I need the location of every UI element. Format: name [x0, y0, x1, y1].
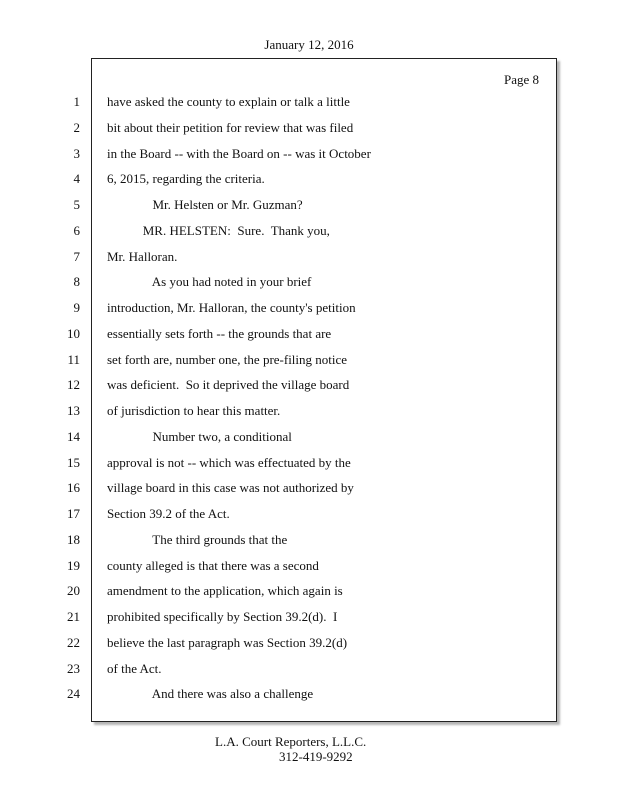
transcript-line: village board in this case was not authorized by	[107, 480, 354, 495]
transcript-line: And there was also a challenge	[107, 686, 314, 701]
line-number: 1	[73, 94, 80, 109]
line-number: 3	[73, 146, 80, 161]
line-number: 17	[67, 506, 80, 521]
line-number: 8	[73, 274, 80, 289]
line-number: 16	[67, 480, 80, 495]
line-number: 7	[73, 249, 80, 264]
transcript-line: believe the last paragraph was Section 39.2(d)	[107, 635, 348, 650]
line-number: 19	[67, 558, 80, 573]
transcript-line: essentially sets forth -- the grounds that are	[107, 326, 332, 341]
line-number: 18	[67, 532, 80, 547]
line-number: 5	[73, 197, 80, 212]
transcript-line: approval is not -- which was effectuated by the	[107, 455, 351, 470]
transcript-line: Section 39.2 of the Act.	[107, 506, 230, 521]
line-number: 13	[67, 403, 80, 418]
transcript-line: 6, 2015, regarding the criteria.	[107, 171, 265, 186]
line-number: 10	[67, 326, 80, 341]
line-number: 24	[67, 686, 80, 701]
footer-phone: 312-419-9292	[279, 749, 353, 764]
transcript-line: Mr. Halloran.	[107, 249, 178, 264]
header-date: January 12, 2016	[264, 37, 354, 52]
line-number: 12	[67, 377, 80, 392]
footer-company: L.A. Court Reporters, L.L.C.	[215, 734, 367, 749]
line-number: 22	[67, 635, 80, 650]
transcript-line: of the Act.	[107, 661, 162, 676]
transcript-line: county alleged is that there was a second	[107, 558, 319, 573]
transcript-line: have asked the county to explain or talk a little	[107, 94, 350, 109]
line-number: 15	[67, 455, 80, 470]
line-number: 9	[73, 300, 80, 315]
transcript-line: prohibited specifically by Section 39.2(d). I	[107, 609, 338, 624]
transcript-line: MR. HELSTEN: Sure. Thank you,	[107, 223, 330, 238]
transcript-line: As you had noted in your brief	[107, 274, 312, 289]
line-number: 21	[67, 609, 80, 624]
transcript-line: bit about their petition for review that was filed	[107, 120, 354, 135]
line-number: 11	[67, 352, 80, 367]
line-number: 14	[67, 429, 80, 444]
transcript-line: Number two, a conditional	[107, 429, 292, 444]
transcript-line: was deficient. So it deprived the village board	[107, 377, 350, 392]
line-number: 4	[73, 171, 80, 186]
page-number: Page 8	[504, 72, 540, 87]
transcript-line: of jurisdiction to hear this matter.	[107, 403, 281, 418]
transcript-line: amendment to the application, which again is	[107, 583, 343, 598]
transcript-line: in the Board -- with the Board on -- was it October	[107, 146, 371, 161]
transcript-line: The third grounds that the	[107, 532, 288, 547]
line-number: 2	[73, 120, 80, 135]
transcript-line: introduction, Mr. Halloran, the county's petition	[107, 300, 356, 315]
line-number: 20	[67, 583, 80, 598]
transcript-line: Mr. Helsten or Mr. Guzman?	[107, 197, 303, 212]
transcript-line: set forth are, number one, the pre-filing notice	[107, 352, 348, 367]
line-number: 6	[73, 223, 80, 238]
line-number: 23	[67, 661, 80, 676]
